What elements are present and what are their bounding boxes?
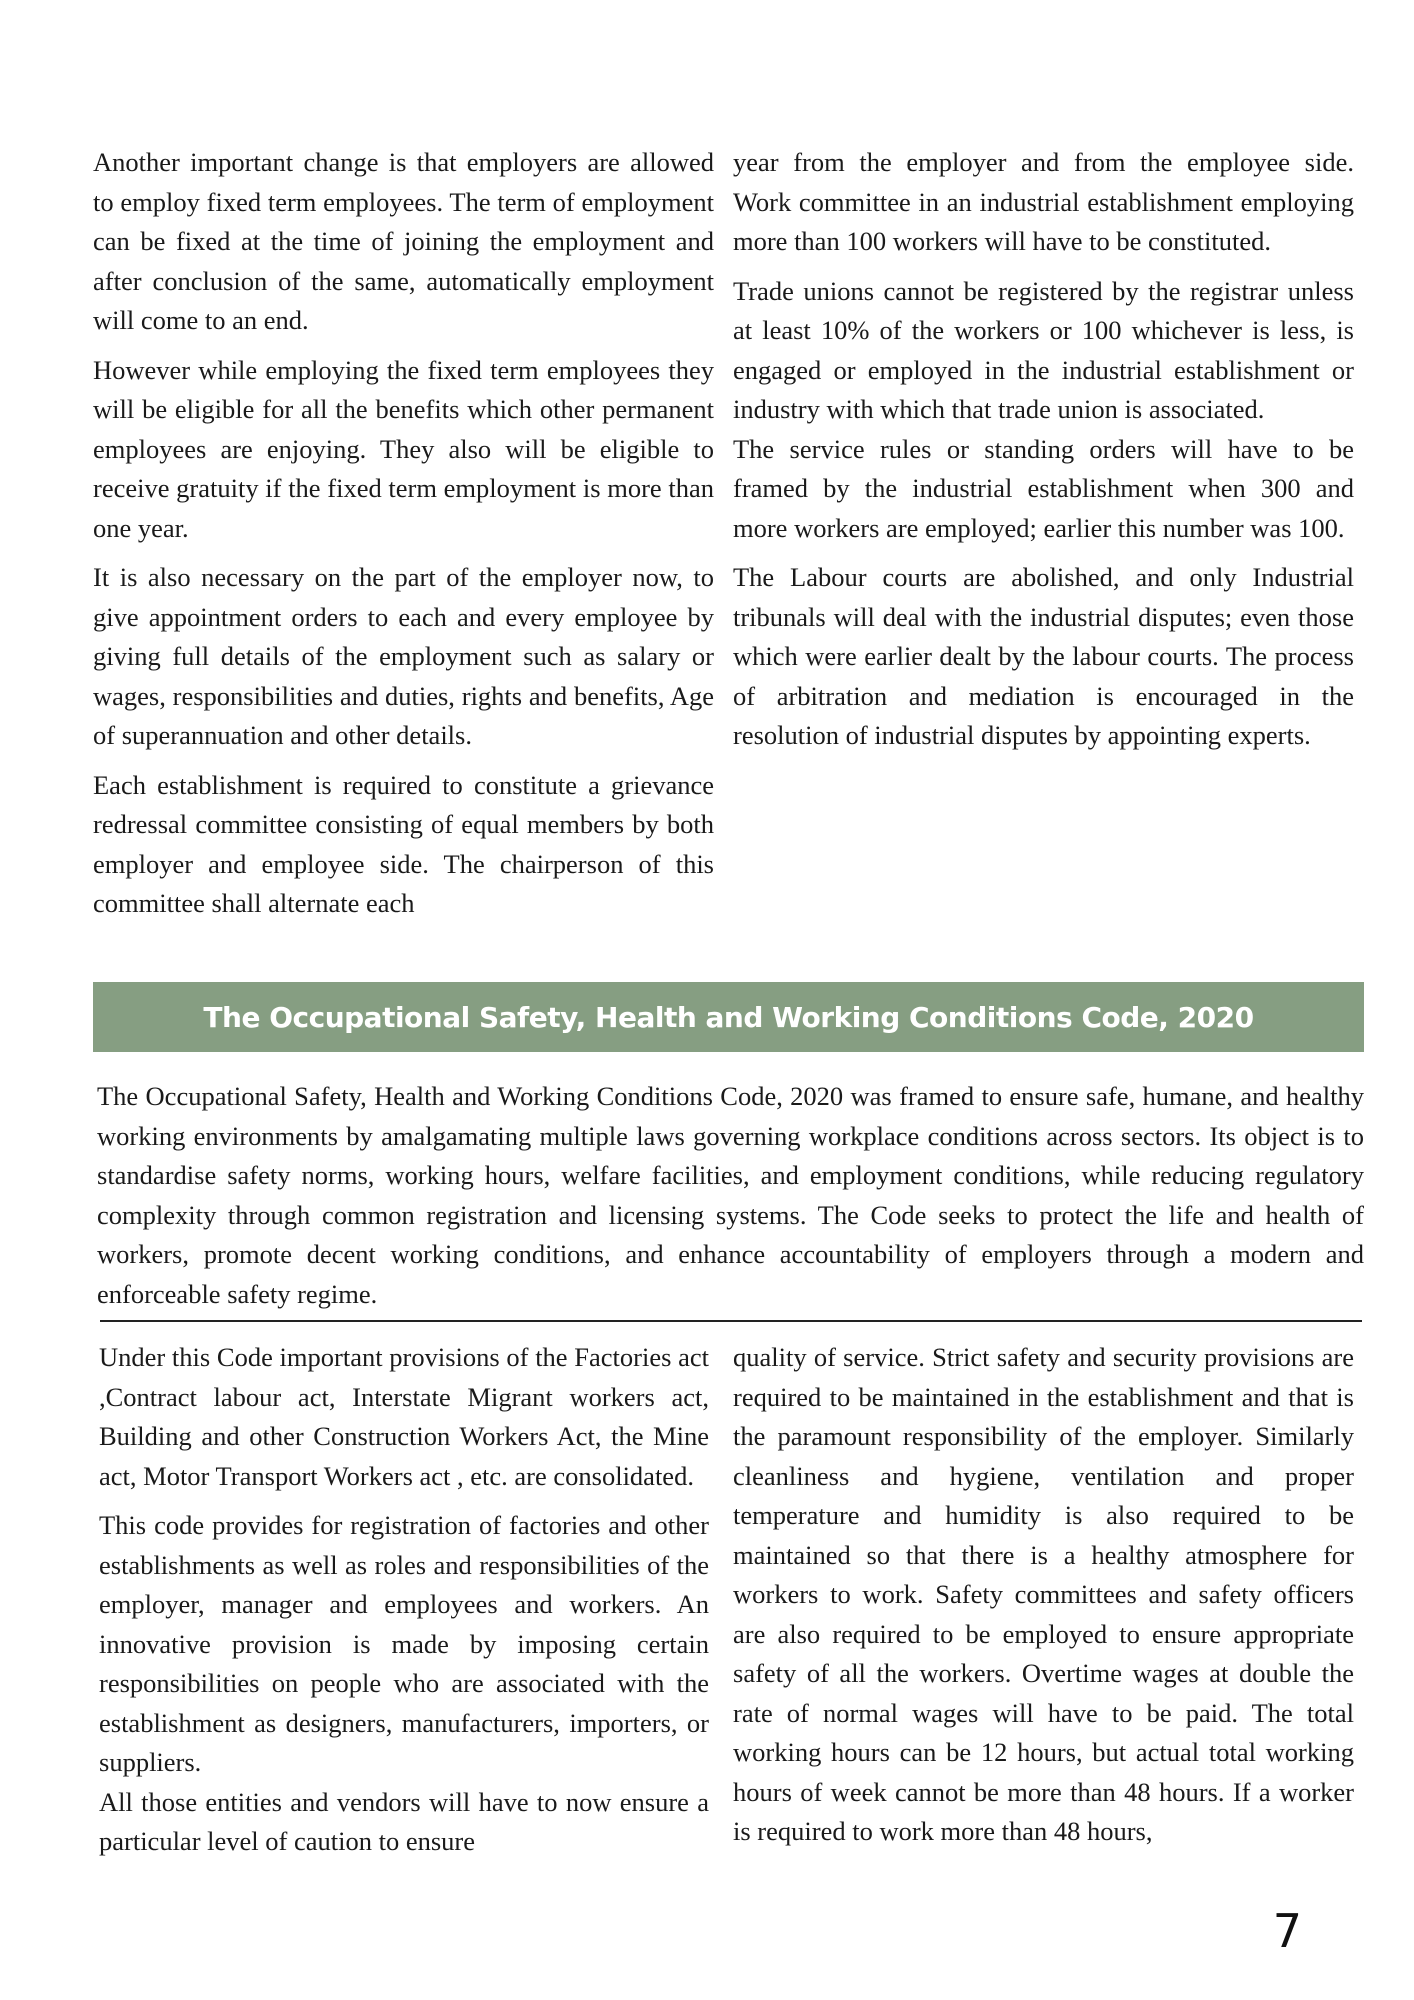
paragraph-appointment-orders: It is also necessary on the part of the employer now, to give appointment orders to each and every employee by giving full details of the employment such as salary or wages, responsibilities and duties, rights and benefits, Age of superannuation and other details. [93, 562, 714, 750]
page-number: 7 [1272, 1904, 1302, 1958]
bottom-right-column [733, 1338, 1354, 1852]
section-intro-paragraph: The Occupational Safety, Health and Working Conditions Code, 2020 was framed to ensure safe, humane, and healthy working environments by amalgamating multiple laws governing workplace conditions across sectors. Its object is to standardise safety norms, working hours, welfare facilities, and employment conditions, while reducing regulatory complexity through common registration and licensing systems. The Code seeks to protect the life and health of workers, promote decent working conditions, and enhance accountability of employers through a modern and enforceable safety regime. [97, 1081, 1364, 1309]
paragraph-fixed-term-employees: Another important change is that employers are allowed to employ fixed term employees. The term of employment can be fixed at the time of joining the employment and after conclusion of the same, automatically employment will come to an end. [93, 147, 714, 335]
paragraph-labour-courts: The Labour courts are abolished, and only Industrial tribunals will deal with the industrial disputes; even those which were earlier dealt by the labour courts. The process of arbitration and mediation is encouraged in the resolution of industrial disputes by appointing experts. [733, 562, 1354, 750]
bottom-left-column [99, 1338, 709, 1862]
top-right-column [733, 143, 1354, 756]
paragraph-safety-provisions: quality of service. Strict safety and security provisions are required to be maintained in the establishment and that is the paramount responsibility of the employer. Similarly cleanliness and hygiene, ventilation and proper temperature and humidity is also required to be maintained so that there is a healthy atmosphere for workers to work. Safety committees and safety officers are also required to be employed to ensure appropriate safety of all the workers. Overtime wages at double the rate of normal wages will have to be paid. The total working hours can be 12 hours, but actual total working hours of week cannot be more than 48 hours. If a worker is required to work more than 48 hours, [733, 1342, 1354, 1846]
section-title: The Occupational Safety, Health and Working Conditions Code, 2020 [203, 1000, 1254, 1034]
section-divider [100, 1320, 1362, 1322]
top-left-column [93, 143, 714, 924]
paragraph-fixed-term-benefits: However while employing the fixed term employees they will be eligible for all the benefits which other permanent employees are enjoying. They also will be eligible to receive gratuity if the fixed term employment is more than one year. [93, 354, 714, 543]
section-title-banner [93, 982, 1364, 1052]
paragraph-vendor-caution: All those entities and vendors will have to now ensure a particular level of caution to ensure [99, 1786, 709, 1856]
paragraph-consolidated-acts: Under this Code important provisions of the Factories act ,Contract labour act, Interstate Migrant workers act, Building and other Construction Workers Act, the Mine act, Motor Transport Workers act , etc. are consolidated. [99, 1342, 709, 1491]
paragraph-trade-unions: Trade unions cannot be registered by the registrar unless at least 10% of the workers or 100 whichever is less, is engaged or employed in the industrial establishment or industry with which that trade union is associated. [733, 275, 1354, 424]
paragraph-work-committee: year from the employer and from the employee side. Work committee in an industrial establishment employing more than 100 workers will have to be constituted. [733, 147, 1354, 256]
paragraph-registration-responsibilities: This code provides for registration of factories and other establishments as well as roles and responsibilities of the employer, manager and employees and workers. An innovative provision is made by imposing certain responsibilities on people who are associated with the establishment as designers, manufacturers, importers, or suppliers. [99, 1510, 709, 1777]
paragraph-grievance-committee: Each establishment is required to constitute a grievance redressal committee consisting of equal members by both employer and employee side. The chairperson of this committee shall alternate each [93, 769, 714, 918]
paragraph-standing-orders: The service rules or standing orders will have to be framed by the industrial establishment when 300 and more workers are employed; earlier this number was 100. [733, 433, 1354, 543]
